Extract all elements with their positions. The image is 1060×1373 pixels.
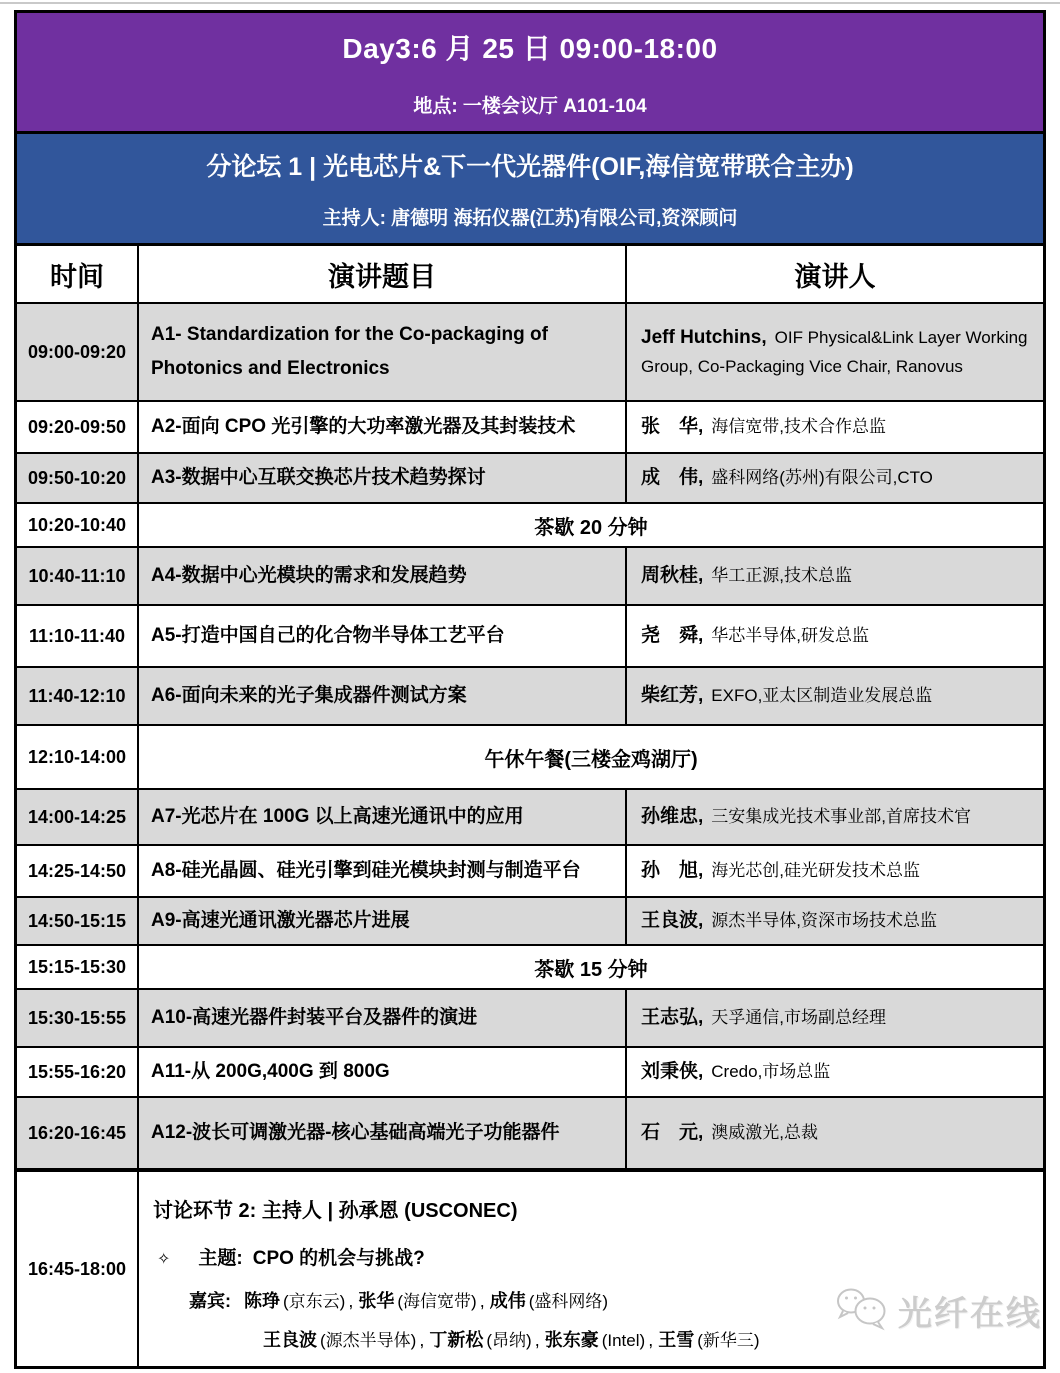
- speaker-affiliation: 盛科网络(苏州)有限公司,CTO: [711, 467, 933, 487]
- panel-guest: 陈琤 (京东云) ,: [244, 1291, 354, 1312]
- time-cell: 15:30-15:55: [17, 990, 139, 1046]
- talk-title: A8-硅光晶圆、硅光引擎到硅光模块封测与制造平台: [139, 846, 627, 896]
- speaker-text: [641, 1003, 886, 1034]
- time-cell: 15:55-16:20: [17, 1048, 139, 1096]
- talk-title: A2-面向 CPO 光引擎的大功率激光器及其封装技术: [139, 402, 627, 452]
- time-cell: 09:50-10:20: [17, 454, 139, 502]
- panel-guest: 王雪 (新华三): [658, 1330, 760, 1351]
- talk-title: A11-从 200G,400G 到 800G: [139, 1048, 627, 1096]
- panel-topic-line: [157, 1243, 1031, 1270]
- time-cell: 09:00-09:20: [17, 304, 139, 400]
- time-cell: 10:20-10:40: [17, 504, 139, 546]
- table-header-row: [17, 246, 1043, 302]
- column-header-speaker: 演讲人: [794, 261, 876, 292]
- speaker-affiliation: OIF Physical&Link Layer Working Group, Co-Packaging Vice Chair, Ranovus: [641, 327, 1028, 377]
- lunch-label: 午休午餐(三楼金鸡湖厅): [484, 748, 698, 771]
- talk-title: A1- Standardization for the Co-packaging of Photonics and Electronics: [139, 304, 627, 400]
- speaker-affiliation: 华工正源,技术总监: [711, 565, 853, 585]
- talk-title: A10-高速光器件封装平台及器件的演进: [139, 990, 627, 1046]
- speaker-affiliation: 华芯半导体,研发总监: [711, 625, 870, 645]
- day-title: Day3:6 月 25 日 09:00-18:00: [342, 32, 718, 64]
- table-row-a6: [17, 666, 1043, 724]
- speaker-cell: [627, 898, 1043, 944]
- table-row-a10: [17, 988, 1043, 1046]
- speaker-name: 王志弘,: [641, 1006, 704, 1028]
- speaker-affiliation: Credo,市场总监: [711, 1061, 831, 1081]
- speaker-name: 孙维忠,: [641, 805, 704, 827]
- forum-moderator: 主持人: 唐德明 海拓仪器(江苏)有限公司,资深顾问: [322, 208, 738, 229]
- speaker-cell: [627, 790, 1043, 844]
- panel-heading: 讨论环节 2: 主持人 | 孙承恩 (USCONEC): [153, 1200, 518, 1223]
- speaker-name: Jeff Hutchins,: [641, 326, 767, 348]
- time-cell: 14:00-14:25: [17, 790, 139, 844]
- speaker-cell: [627, 668, 1043, 724]
- speaker-affiliation: 海光芯创,硅光研发技术总监: [711, 860, 921, 880]
- time-cell: 16:45-18:00: [17, 1172, 139, 1366]
- time-cell: 15:15-15:30: [17, 946, 139, 988]
- panel-guest: 张东豪 (Intel) ,: [544, 1330, 654, 1351]
- panel-guest: 丁新松 (昂纳) ,: [429, 1330, 540, 1351]
- time-cell: 11:40-12:10: [17, 668, 139, 724]
- speaker-name: 张 华,: [641, 415, 704, 437]
- speaker-affiliation: 源杰半导体,资深市场技术总监: [711, 910, 938, 930]
- schedule-table: [17, 243, 1043, 1366]
- topic-text: CPO 的机会与挑战?: [252, 1248, 425, 1270]
- speaker-text: [641, 561, 852, 592]
- column-header-time: 时间: [17, 246, 139, 302]
- talk-title: A9-高速光通讯激光器芯片进展: [139, 898, 627, 944]
- talk-title: A5-打造中国自己的化合物半导体工艺平台: [139, 606, 627, 666]
- speaker-text: [641, 1057, 830, 1088]
- panel-guest: 成伟 (盛科网络): [489, 1291, 609, 1312]
- table-row-a11: [17, 1046, 1043, 1096]
- time-cell: 09:20-09:50: [17, 402, 139, 452]
- speaker-cell: [627, 990, 1043, 1046]
- speaker-text: [641, 323, 1029, 382]
- time-cell: 14:25-14:50: [17, 846, 139, 896]
- time-cell: 11:10-11:40: [17, 606, 139, 666]
- speaker-text: [641, 1118, 818, 1149]
- wechat-bubbles-icon: [832, 1284, 890, 1337]
- table-row-a2: [17, 400, 1043, 452]
- speaker-text: [641, 463, 933, 494]
- speaker-name: 刘秉侠,: [641, 1060, 704, 1082]
- forum-header: [17, 131, 1043, 243]
- talk-title: A3-数据中心互联交换芯片技术趋势探讨: [139, 454, 627, 502]
- guests-label: 嘉宾:: [189, 1291, 231, 1312]
- speaker-cell: [627, 1048, 1043, 1096]
- venue-location: 地点: 一楼会议厅 A101-104: [413, 95, 647, 117]
- speaker-cell: [627, 454, 1043, 502]
- table-row-a3: [17, 452, 1043, 502]
- speaker-affiliation: 海信宽带,技术合作总监: [711, 416, 887, 436]
- speaker-name: 石 元,: [641, 1121, 704, 1143]
- table-row-break-2: [17, 944, 1043, 988]
- speaker-text: [641, 412, 886, 443]
- speaker-cell: [627, 1098, 1043, 1168]
- table-row-a12: [17, 1096, 1043, 1168]
- table-row-a7: [17, 788, 1043, 844]
- time-cell: 16:20-16:45: [17, 1098, 139, 1168]
- speaker-cell: [627, 606, 1043, 666]
- table-row-a4: [17, 546, 1043, 604]
- talk-title: A12-波长可调激光器-核心基础高端光子功能器件: [139, 1098, 627, 1168]
- table-row-a8: [17, 844, 1043, 896]
- table-row-break-1: [17, 502, 1043, 546]
- time-cell: 12:10-14:00: [17, 726, 139, 788]
- speaker-affiliation: 三安集成光技术事业部,首席技术官: [711, 806, 972, 826]
- time-cell: 10:40-11:10: [17, 548, 139, 604]
- speaker-cell: [627, 548, 1043, 604]
- column-header-topic: 演讲题目: [139, 246, 627, 302]
- table-row-a9: [17, 896, 1043, 944]
- panel-guest: 张华 (海信宽带) ,: [358, 1291, 485, 1312]
- speaker-name: 周秋桂,: [641, 564, 704, 586]
- time-cell: 14:50-15:15: [17, 898, 139, 944]
- speaker-text: [641, 906, 937, 937]
- day-header: [17, 13, 1043, 131]
- speaker-cell: [627, 402, 1043, 452]
- table-row-lunch: [17, 724, 1043, 788]
- talk-title: A4-数据中心光模块的需求和发展趋势: [139, 548, 627, 604]
- speaker-name: 孙 旭,: [641, 859, 704, 881]
- break-label: 茶歇 15 分钟: [534, 958, 648, 981]
- speaker-text: [641, 802, 971, 833]
- speaker-text: [641, 621, 869, 652]
- speaker-affiliation: 天孚通信,市场副总经理: [711, 1007, 887, 1027]
- topic-label: 主题:: [198, 1248, 243, 1270]
- panel-content: [139, 1172, 1043, 1366]
- table-row-a1: [17, 302, 1043, 400]
- break-label: 茶歇 20 分钟: [534, 516, 648, 539]
- table-row-a5: [17, 604, 1043, 666]
- forum-title: 分论坛 1 | 光电芯片&下一代光器件(OIF,海信宽带联合主办): [206, 153, 854, 181]
- panel-guest: 王良波 (源杰半导体) ,: [263, 1330, 425, 1351]
- speaker-name: 王良波,: [641, 909, 704, 931]
- watermark-text: 光纤在线: [898, 1295, 1042, 1333]
- speaker-name: 成 伟,: [641, 466, 704, 488]
- talk-title: A7-光芯片在 100G 以上高速光通讯中的应用: [139, 790, 627, 844]
- speaker-cell: [627, 846, 1043, 896]
- speaker-affiliation: EXFO,亚太区制造业发展总监: [711, 685, 933, 705]
- speaker-name: 尧 舜,: [641, 624, 704, 646]
- speaker-name: 柴红芳,: [641, 684, 704, 706]
- speaker-affiliation: 澳威激光,总裁: [711, 1122, 819, 1142]
- talk-title: A6-面向未来的光子集成器件测试方案: [139, 668, 627, 724]
- diamond-bullet-icon: ✧: [157, 1251, 171, 1269]
- speaker-cell: [627, 304, 1043, 400]
- speaker-text: [641, 681, 932, 712]
- agenda-board: [14, 10, 1046, 1369]
- speaker-text: [641, 856, 920, 887]
- watermark: [832, 1284, 1042, 1337]
- page-top-divider: [0, 2, 1060, 4]
